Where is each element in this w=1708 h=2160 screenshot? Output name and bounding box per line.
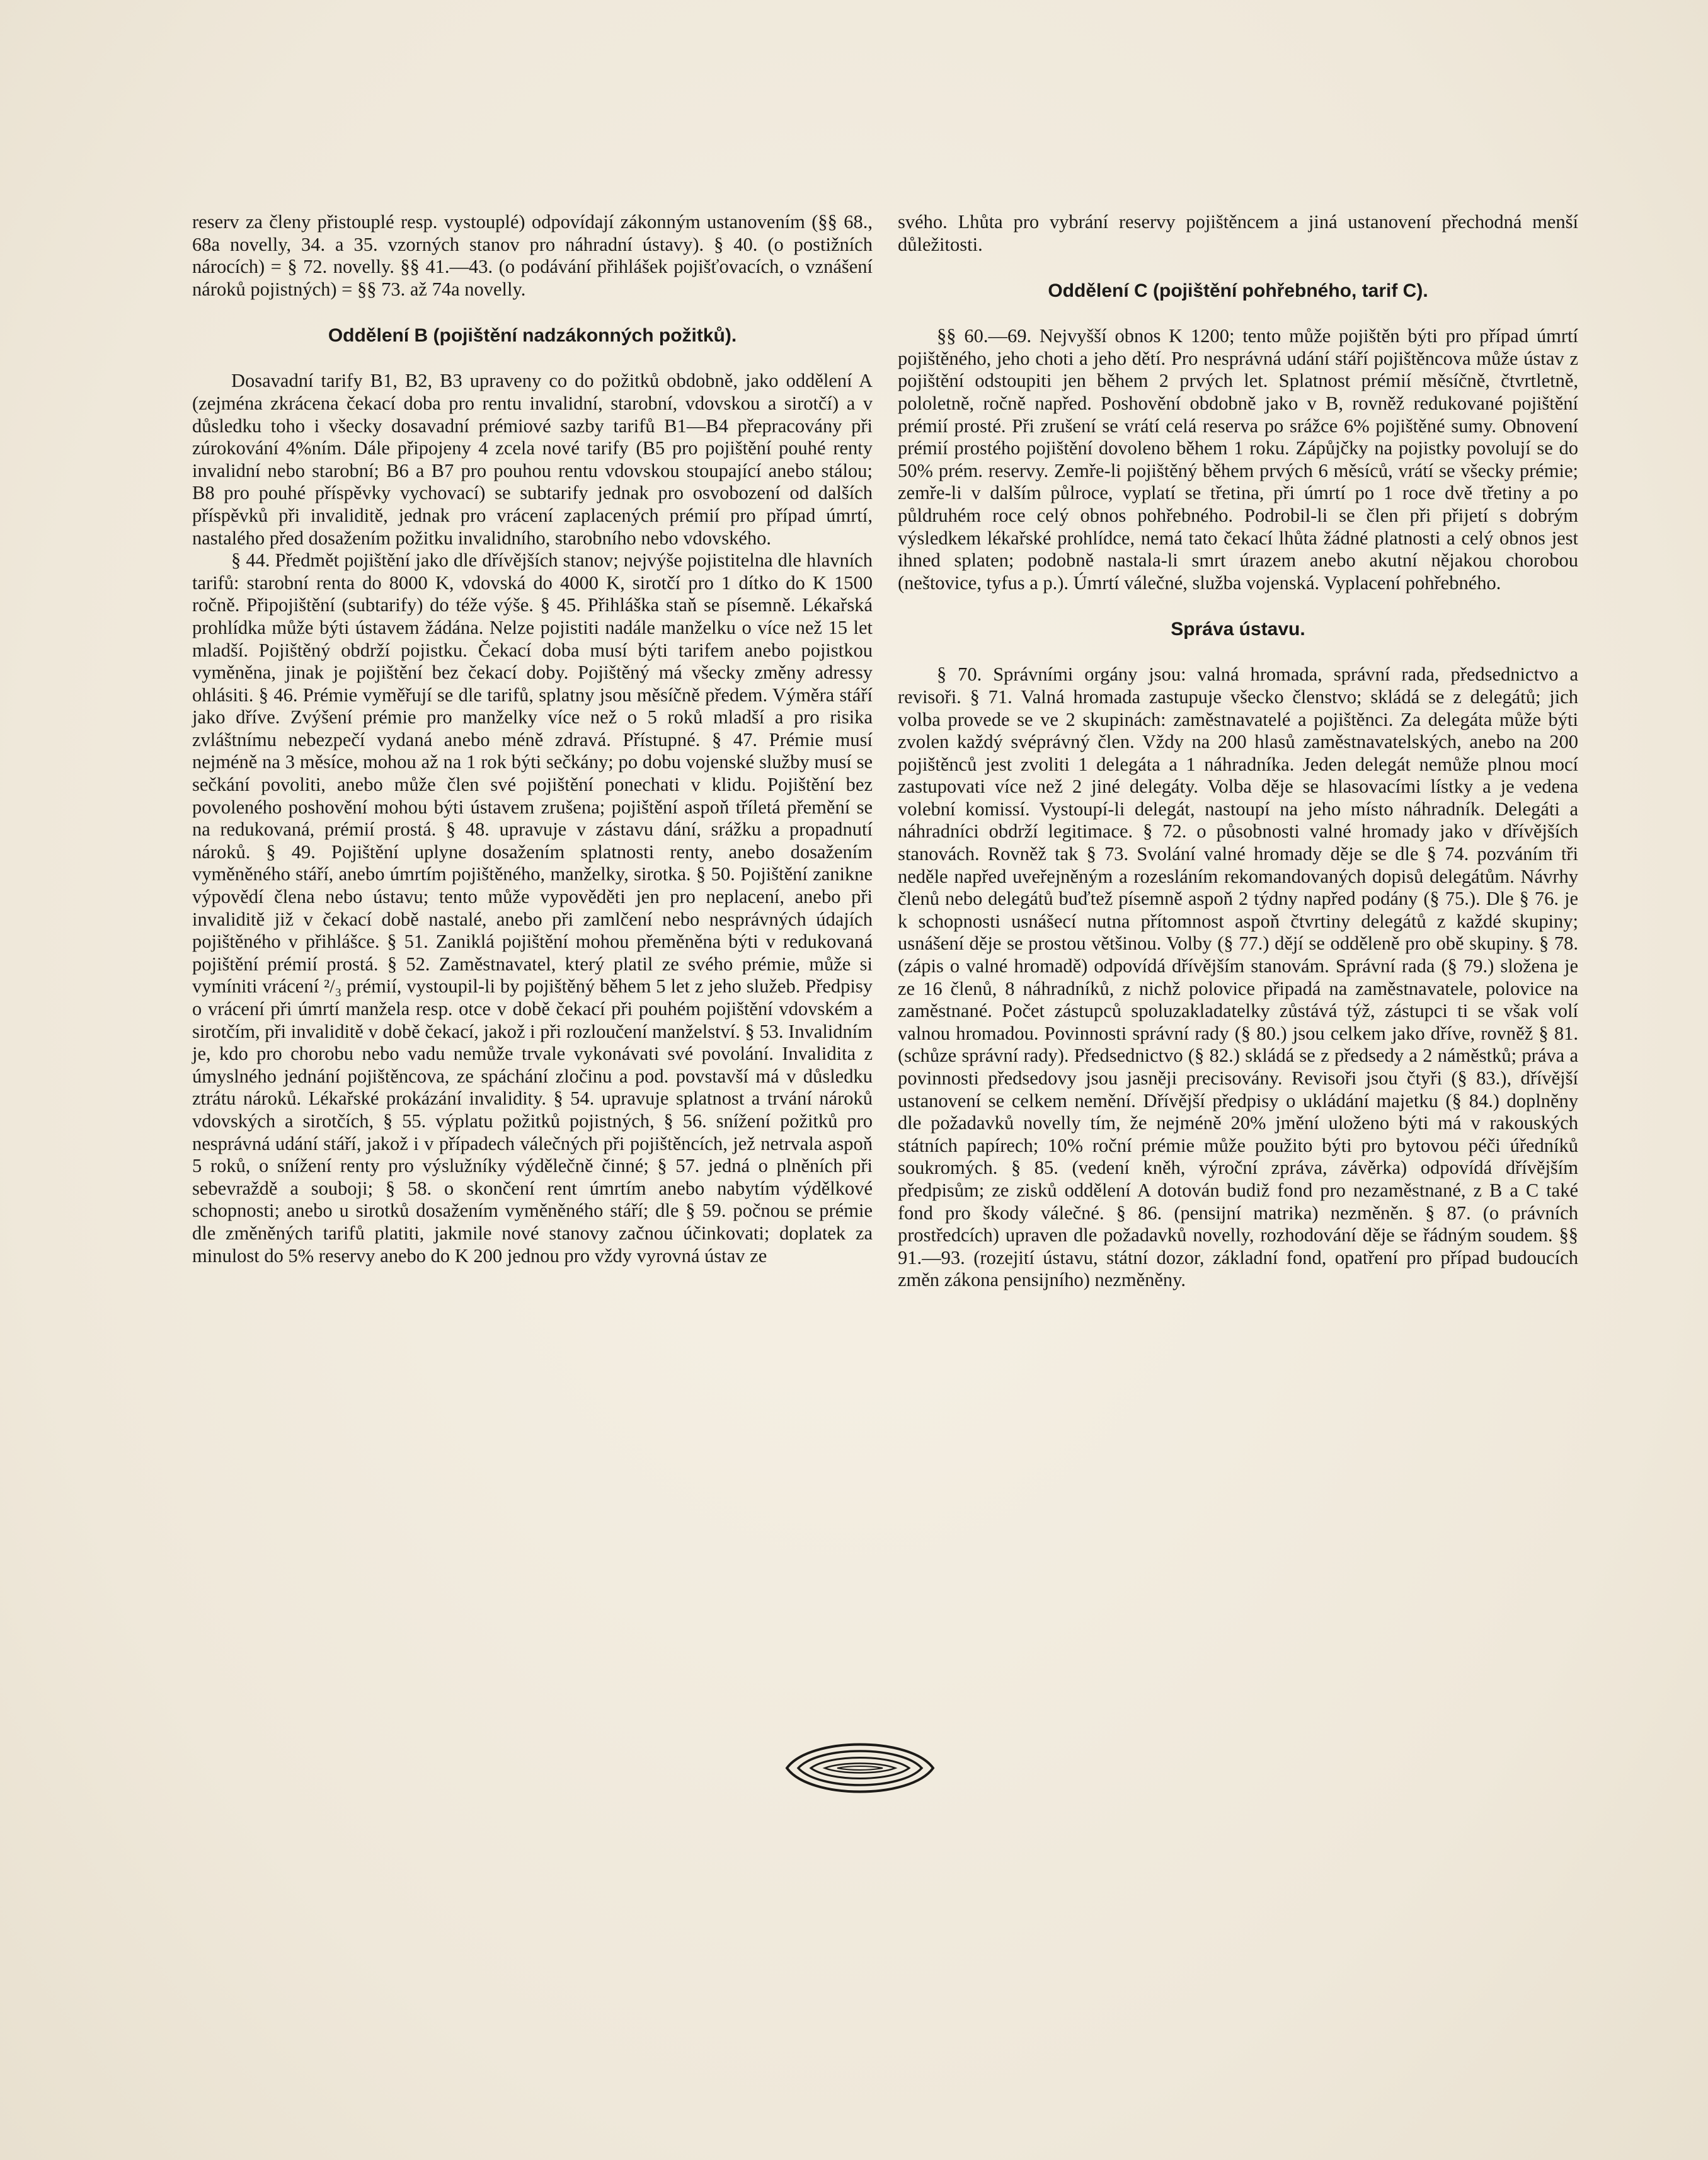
section-heading-b: Oddělení B (pojištění nadzákonných požitků). [328, 325, 737, 347]
left-column [192, 211, 873, 1267]
paragraph-administration: § 70. Správními orgány jsou: valná hromada, správní rada, předsednictvo a revisoři. § 71. Valná hromada zastupuje všecko členstvo; skládá se z delegátů; jich volba provede se ve 2 skupinách: zaměstnavatelé a pojištěnci. Za delegáta může býti zvolen každý svéprávný člen. Vždy na 200 hlasů zaměstnavatelských, anebo na 200 pojištěnců jest zvoliti 1 delegáta a 1 náhradníka. Jeden delegát nemůže plnou mocí zastupovati více než 2 jiné delegáty. Volba děje se hlasovacími lístky a je vedena volební komissí. Vystoupí-li delegát, nastoupí na jeho místo náhradník. Delegáti a náhradníci obdrží legitimace. § 72. o působnosti valné hromady jako v dřívějších stanovách. Rovněž tak § 73. Svolání valné hromady děje se dle § 74. pozváním tři neděle napřed uveřejněným a rozesláním rekomandovaných dopisů delegátům. Návrhy členů nebo delegátů buďtež písemně aspoň 2 týdny napřed podány (§ 75.). Dle § 76. je k schopnosti usnášecí nutna přítomnost aspoň čtvrtiny delegátů z každé skupiny; usnášení děje se prostou většinou. Volby (§ 77.) dějí se odděleně pro obě skupiny. § 78. (zápis o valné hromadě) odpovídá dřívějším stanovám. Správní rada (§ 79.) složena je ze 16 členů, 8 náhradníků, z nichž polovice připadá na zaměstnavatele, polovice na zaměstnané. Počet zástupců spoluzakladatelky zůstává týž, zástupci ti se však volí valnou hromadou. Povinnosti správní rady (§ 80.) jsou celkem jako dříve, rovněž § 81. (schůze správní rady). Předsednictvo (§ 82.) skládá se z předsedy a 2 náměstků; práva a povinnosti předsedovy jsou jasněji precisovány. Revisoři jsou čtyři (§ 83.), dřívější ustanovení se celkem nemění. Dřívější předpisy o ukládání majetku (§ 84.) doplněny dle požadavků novelly tím, že nejméně 20% jmění uloženo býti má v rakouských státních papírech; 10% roční prémie může použito býti pro bytovou péči úředníků soukromých. § 85. (vedení kněh, výroční zpráva, závěrka) odpovídá dřívějším předpisům; ze zisků oddělení A dotován budiž fond pro nezaměstnané, z B a C také fond pro škody válečné. § 86. (pensijní matrika) nezměněn. § 87. (o právních prostředcích) upraven dle požadavků novelly, rozhodování děje se řádným soudem. §§ 91.—93. (rozejití ústavu, státní dozor, základní fond, opatření pro případ budoucích změn zákona pensijního) nezměněny. [898, 664, 1578, 1291]
paragraph-transitional: svého. Lhůta pro vybrání reservy pojištěncem a jiná ustanovení přechodná menší důležitosti. [898, 211, 1578, 255]
paragraph-sections-44-59: § 44. Předmět pojištění jako dle dřívějších stanov; nejvýše pojistitelna dle hlavních tarifů: starobní renta do 8000 K, vdovská do 4000 K, sirotčí pro 1 dítko do K 1500 ročně. Připojištění (subtarify) do téže výše. § 45. Přihláška staň se písemně. Lékařská prohlídka může býti ústavem žádána. Nelze pojistiti nadále manželku o více než 15 let mladší. Pojištěný obdrží pojistku. Čekací doba musí býti tarifem anebo pojistkou vyměněna, jinak je pojištění bez čekací doby. Pojištěný má všecky změny adressy ohlásiti. § 46. Prémie vyměřují se dle tarifů, splatny jsou měsíčně předem. Výměra stáří jako dříve. Zvýšení prémie pro manželky více než o 5 roků mladší a pro risika zvláštnímu nebezpečí vydaná anebo méně zdravá. Přístupné. § 47. Prémie musí nejméně na 3 měsíce, mohou až na 1 rok býti sečkány; po dobu vojenské služby musí se sečkání povoliti, anebo může člen své pojištění ponechati v klidu. Pojištění bez povoleného poshovění mohou býti ústavem zrušena; pojištění aspoň tříletá přemění se na redukovaná, prémií prostá. § 48. upravuje v zástavu dání, srážku a propadnutí nároků. § 49. Pojištění uplyne dosažením splatnosti renty, anebo dosažením vyměněného stáří, anebo úmrtím pojištěného, manželky, sirotka. § 50. Pojištění zanikne výpovědí člena nebo ústavu; tento může vypověděti jen pro neplacení, anebo při invaliditě již v čekací době nastalé, anebo při zamlčení nebo nesprávných údajích pojištěného v přihlášce. § 51. Zaniklá pojištění mohou přeměněna býti v redukovaná pojištění prémií prostá. § 52. Zaměstnavatel, který platil ze svého prémie, může si vymíniti vrácení ²/₃ prémií, vystoupil-li by pojištěný během 5 let z jeho služeb. Předpisy o vrácení při úmrtí manžela resp. otce v době čekací při pouhém pojištění vdovském a sirotčím, při invaliditě v době čekací, jakož i při rozloučení manželství. § 53. Invalidním je, kdo pro chorobu nebo vadu nemůže trvale vykonávati své povolání. Invalidita z úmyslného jednání pojištěncova, ze spáchání zločinu a pod. povstavší má v důsledku ztrátu nároků. Lékařské prokázání invalidity. § 54. upravuje splatnost a trvání nároků vdovských a sirotčích, § 55. výplatu požitků pojistných, § 56. snížení požitků pro nesprávná udání stáří, jakož i v případech válečných při pojištěncích, jež netrvala aspoň 5 roků, o snížení renty pro výslužníky výdělečně činné; § 57. jedná o plněních při sebevraždě a souboji; § 58. o skončení rent úmrtím anebo nabytím výdělkové schopnosti; anebo u sirotků dosažením vyměněného stáří; dle § 59. počnou se prémie dle změněných tarifů platiti, jakmile nové stanovy začnou účinkovati; doplatek za minulost do 5% reservy anebo do K 200 jednou pro vždy vyrovná ústav ze [192, 549, 873, 1267]
paragraph-tariffs-b: Dosavadní tarify B1, B2, B3 upraveny co do požitků obdobně, jako oddělení A (zejména zkrácena čekací doba pro rentu invalidní, starobní, vdovskou a sirotčí) a v důsledku toho i všecky dosavadní prémiové sazby tarifů B1—B4 přepracovány při zúrokování 4%ním. Dále připojeny 4 zcela nové tarify (B5 pro pojištění pouhé renty invalidní nebo starobní; B6 a B7 pro pouhou rentu vdovskou stoupající anebo stálou; B8 pro pouhé příspěvky vychovací) se subtarify jednak pro osvobození od dalších příspěvků při invaliditě, jednak pro vrácení zaplacených prémií pro případ úmrtí, nastalého před dosažením požitku invalidního, starobního nebo vdovského. [192, 370, 873, 549]
right-column [898, 211, 1578, 1292]
paragraph-reserves: reserv za členy přistouplé resp. vystouplé) odpovídají zákonným ustanovením (§§ 68., 68a novelly, 34. a 35. vzorných stanov pro náhradní ústavy). § 40. (o postižních nárocích) = § 72. novelly. §§ 41.—43. (o podávání přihlášek pojišťovacích, o vznášení nároků pojistných) = §§ 73. až 74a novelly. [192, 211, 873, 300]
section-heading-administration: Správa ústavu. [1171, 619, 1305, 640]
paragraph-funeral-insurance: §§ 60.—69. Nejvyšší obnos K 1200; tento může pojištěn býti pro případ úmrtí pojištěného, jeho choti a jeho dětí. Pro nesprávná udání stáří pojištěncova může ústav z pojištění odstoupiti jen během 2 prvých let. Splatnost prémií měsíčně, čtvrtletně, pololetně, ročně napřed. Poshovění obdobně jako v B, rovněž redukované pojištění prémií prosté. Při zrušení se vrátí celá reserva po srážce 6% pojištěné sumy. Obnovení prémií prostého pojištění dovoleno během 1 roku. Zápůjčky na pojistky povolují se do 50% prém. reservy. Zemře-li pojištěný během prvých 6 měsíců, vrátí se všecky prémie; zemře-li v dalším půlroce, vyplatí se třetina, při úmrtí po 1 roce dvě třetiny a po půldruhém roce celý obnos pohřebného. Podrobil-li se člen při přijetí s dobrým výsledkem lékařské prohlídce, nemá tato čekací lhůta žádné platnosti a celý obnos jest ihned splaten; podobně nastala-li smrt úrazem anebo akutní nějakou chorobou (neštovice, tyfus a p.). Úmrtí válečné, služba vojenská. Vyplacení pohřebného. [898, 325, 1578, 594]
section-heading-c: Oddělení C (pojištění pohřebného, tarif C). [1048, 280, 1428, 302]
ornament-icon [784, 1732, 936, 1805]
